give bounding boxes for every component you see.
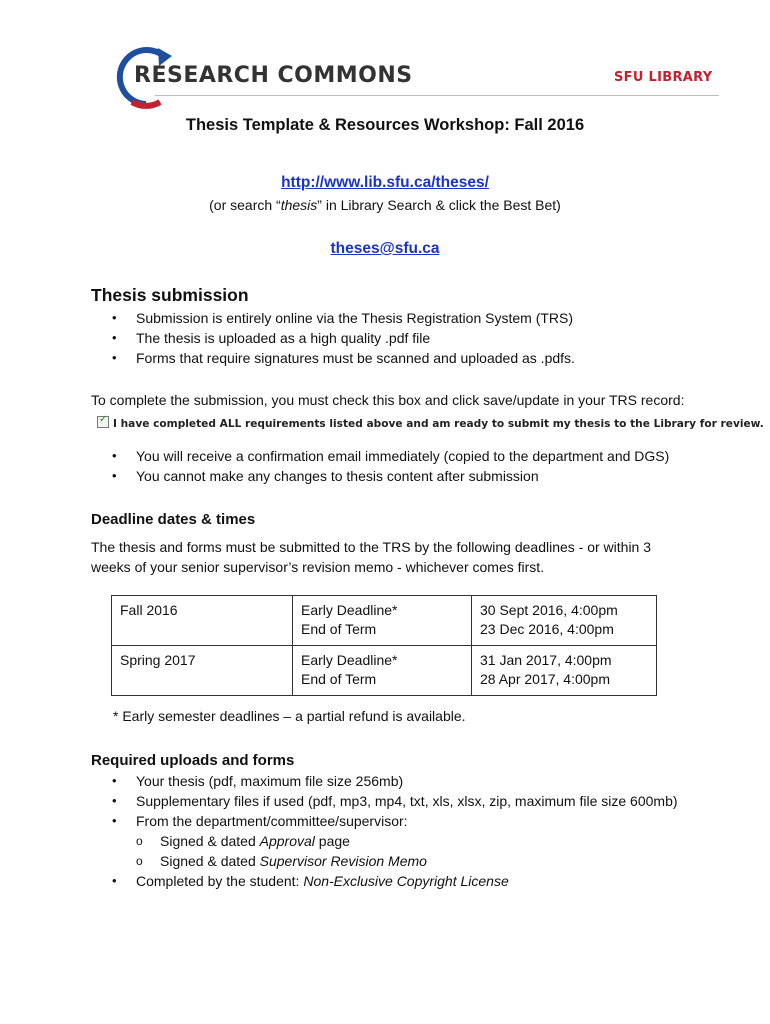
checkbox-icon: ✓ bbox=[97, 416, 109, 428]
list-item: • Your thesis (pdf, maximum file size 256mb) bbox=[112, 771, 712, 791]
deadlines-intro: The thesis and forms must be submitted to the TRS by the following deadlines - or within 3 weeks of your senior supervisor’s revision memo - whichever comes first. bbox=[91, 539, 652, 575]
list-item: • The thesis is uploaded as a high quality .pdf file bbox=[112, 328, 712, 348]
submission-list bbox=[112, 308, 712, 368]
uploads-list bbox=[112, 771, 712, 891]
list-item: • You will receive a confirmation email immediately (copied to the department and DGS) bbox=[112, 446, 712, 466]
sub-list-item: o Signed & dated Supervisor Revision Memo bbox=[112, 851, 712, 871]
label-cell: Early Deadline* End of Term bbox=[293, 646, 472, 696]
search-note: (or search “thesis” in Library Search & click the Best Bet) bbox=[209, 197, 561, 213]
list-item: • Forms that require signatures must be scanned and uploaded as .pdfs. bbox=[112, 348, 712, 368]
date-cell: 30 Sept 2016, 4:00pm 23 Dec 2016, 4:00pm bbox=[472, 596, 657, 646]
term-cell: Spring 2017 bbox=[112, 646, 293, 696]
trs-checkbox-example bbox=[97, 416, 764, 430]
search-term: thesis bbox=[280, 197, 318, 213]
deadlines-table bbox=[111, 595, 657, 696]
list-item: • From the department/committee/supervisor: bbox=[112, 811, 712, 831]
table-row bbox=[112, 646, 657, 696]
deadline-footnote: * Early semester deadlines – a partial refund is available. bbox=[113, 708, 466, 724]
sub-list-item: o Signed & dated Approval page bbox=[112, 831, 712, 851]
date-cell: 31 Jan 2017, 4:00pm 28 Apr 2017, 4:00pm bbox=[472, 646, 657, 696]
email-link[interactable]: theses@sfu.ca bbox=[330, 240, 440, 257]
submission-instruction: To complete the submission, you must check this box and click save/update in your TRS record: bbox=[91, 392, 685, 408]
table-row bbox=[112, 596, 657, 646]
list-item: • Submission is entirely online via the Thesis Registration System (TRS) bbox=[112, 308, 712, 328]
checkbox-label: I have completed ALL requirements listed above and am ready to submit my thesis to the Library for review. bbox=[113, 418, 764, 430]
header-divider bbox=[155, 95, 719, 96]
logo-text: RESEARCH COMMONS bbox=[134, 63, 413, 88]
confirmation-list bbox=[112, 446, 712, 486]
section-heading-submission: Thesis submission bbox=[91, 285, 249, 305]
label-cell: Early Deadline* End of Term bbox=[293, 596, 472, 646]
list-item: • Supplementary files if used (pdf, mp3, mp4, txt, xls, xlsx, zip, maximum file size 600mb) bbox=[112, 791, 712, 811]
list-item: • You cannot make any changes to thesis content after submission bbox=[112, 466, 712, 486]
page-title: Thesis Template & Resources Workshop: Fall 2016 bbox=[185, 116, 585, 134]
term-cell: Fall 2016 bbox=[112, 596, 293, 646]
theses-url-link[interactable]: http://www.lib.sfu.ca/theses/ bbox=[281, 174, 489, 191]
research-commons-logo bbox=[112, 42, 413, 112]
section-heading-deadlines: Deadline dates & times bbox=[91, 511, 256, 528]
sfu-library-logo: SFU LIBRARY bbox=[614, 70, 713, 85]
section-heading-uploads: Required uploads and forms bbox=[91, 752, 295, 769]
list-item: • Completed by the student: Non-Exclusive Copyright License bbox=[112, 871, 712, 891]
